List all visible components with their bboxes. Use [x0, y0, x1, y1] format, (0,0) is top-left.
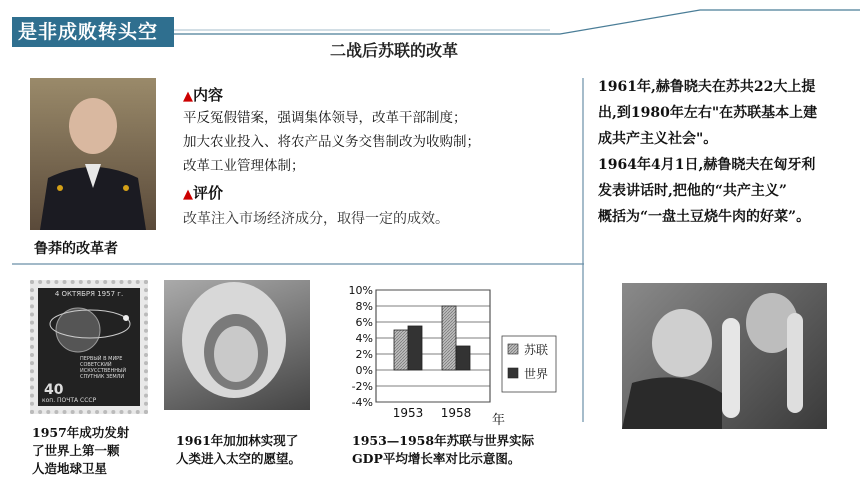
corn-figures: [622, 283, 827, 429]
gdp-chart: [330, 278, 580, 426]
right-text-block: [598, 74, 856, 230]
stamp-text: ПЕРВЫЙ В МИРЕ: [80, 356, 123, 362]
stamp-text: СПУТНИК ЗЕМЛИ: [80, 374, 125, 380]
legend-label: 世界: [524, 367, 549, 381]
content-line: 改革工业管理体制；: [183, 158, 305, 174]
x-tick-label: 1958: [440, 406, 472, 420]
triangle-icon: ▲: [183, 89, 193, 104]
content-heading: [183, 84, 223, 105]
caption-line: 人类进入太空的愿望。: [176, 451, 302, 466]
y-tick-label: -4%: [351, 396, 373, 409]
stamp-value: 40: [44, 382, 64, 398]
stamp-text: СОВЕТСКИЙ: [80, 362, 112, 368]
right-text-line: 1961年,赫鲁晓夫在苏共22大上提: [598, 79, 816, 95]
stamp-date: 4 ОКТЯБРЯ 1957 г.: [54, 290, 124, 298]
portrait-caption: 鲁莽的改革者: [34, 241, 118, 257]
bar-世界: [456, 346, 470, 370]
column-divider-line: [581, 78, 585, 422]
evaluation-heading-label: 评价: [193, 184, 224, 202]
caption-line: 1957年成功发射: [32, 425, 130, 440]
x-tick-label: 1953: [392, 406, 424, 420]
y-tick-label: 10%: [348, 284, 373, 297]
evaluation-text: 改革注入市场经济成分，取得一定的成效。: [183, 211, 449, 227]
gagarin-caption: [176, 432, 301, 468]
y-tick-label: 2%: [355, 348, 373, 361]
caption-line: GDP平均增长率对比示意图。: [352, 451, 521, 466]
y-tick-label: 6%: [355, 316, 373, 329]
gdp-caption: [352, 432, 534, 468]
y-tick-label: 8%: [355, 300, 373, 313]
portrait-photo: [30, 78, 156, 230]
right-text-line: 概括为“一盘土豆烧牛肉的好菜”。: [598, 209, 811, 225]
legend-swatch: [508, 344, 518, 354]
caption-line: 1953—1958年苏联与世界实际: [352, 433, 535, 448]
portrait-figure: [30, 78, 156, 230]
legend-swatch: [508, 368, 518, 378]
evaluation-heading: [183, 182, 223, 203]
bar-苏联: [442, 306, 456, 370]
stamp-text: ИСКУССТВЕННЫЙ: [80, 368, 127, 374]
content-line: 平反冤假错案，强调集体领导，改革干部制度；: [183, 110, 467, 126]
bar-苏联: [394, 330, 408, 370]
triangle-icon: ▲: [183, 187, 193, 202]
caption-line: 人造地球卫星: [32, 461, 108, 476]
y-tick-label: -2%: [351, 380, 373, 393]
y-tick-label: 4%: [355, 332, 373, 345]
section-badge: 是非成败转头空: [12, 17, 174, 47]
astronaut-figure: [164, 280, 310, 410]
section-divider-line: [12, 262, 584, 266]
right-text-line: 1964年4月1日,赫鲁晓夫在匈牙利: [598, 157, 816, 173]
right-text-line: 成共产主义社会"。: [598, 131, 718, 147]
stamp-bottom: коп. ПОЧТА СССР: [42, 397, 97, 404]
right-text-line: 出,到1980年左右"在苏联基本上建: [598, 105, 818, 121]
sputnik-stamp: [30, 280, 148, 414]
stamp-face: [38, 288, 140, 406]
y-tick-label: 0%: [355, 364, 373, 377]
corn-photo: [622, 283, 827, 429]
globe-icon: [38, 298, 140, 358]
content-heading-label: 内容: [193, 86, 224, 104]
page-title: 二战后苏联的改革: [330, 41, 459, 60]
bar-世界: [408, 326, 422, 370]
right-text-line: 发表讲话时,把他的“共产主义”: [598, 183, 787, 199]
legend-label: 苏联: [524, 343, 549, 357]
gagarin-photo: [164, 280, 310, 410]
caption-line: 1961年加加林实现了: [176, 433, 299, 448]
satellite-caption: [32, 424, 129, 478]
caption-line: 了世界上第一颗: [32, 443, 120, 458]
content-line: 加大农业投入、将农产品义务交售制改为收购制；: [183, 134, 480, 150]
plot-frame: [376, 290, 490, 402]
x-axis-label: 年: [492, 413, 506, 426]
header-line: [174, 10, 860, 34]
